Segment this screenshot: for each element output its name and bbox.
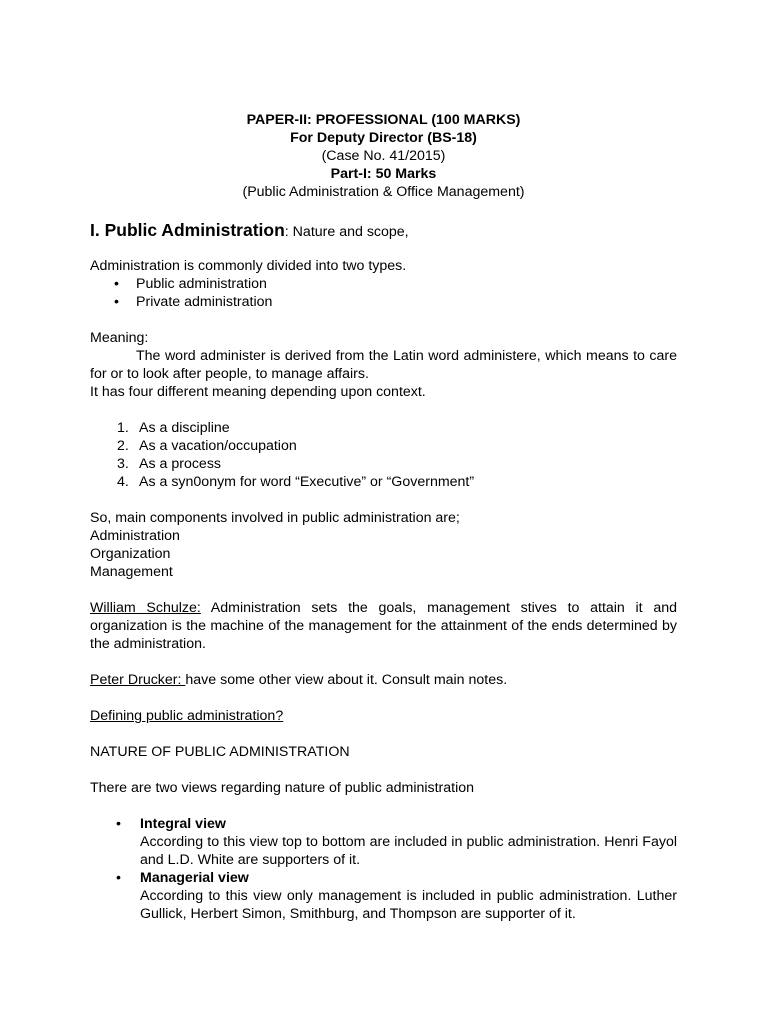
list-text: As a syn0onym for word “Executive” or “Government” xyxy=(139,474,475,490)
list-number: 3. xyxy=(117,456,129,472)
list-item: • Public administration xyxy=(90,275,677,293)
list-item xyxy=(90,419,677,437)
list-number: 2. xyxy=(117,438,129,454)
list-number: 4. xyxy=(117,474,129,490)
bullet-icon: • xyxy=(116,816,121,832)
schulze-text: Administration sets the goals, management stives to attain it and organization is the machine of the management for the attainment of the ends determined by the administration. xyxy=(90,600,677,652)
section-heading xyxy=(90,219,677,243)
list-item xyxy=(90,815,677,869)
view-title: Integral view xyxy=(140,816,226,832)
drucker-name: Peter Drucker: xyxy=(90,672,186,688)
list-text: As a process xyxy=(139,456,222,472)
view-title: Managerial view xyxy=(140,870,249,886)
view-text: According to this view top to bottom are included in public administration. Henri Fayol and L.D. White are supporters of it. xyxy=(140,834,677,868)
types-list xyxy=(90,275,677,311)
document-page xyxy=(90,111,677,923)
drucker-quote xyxy=(90,671,677,689)
meaning-context: It has four different meaning depending upon context. xyxy=(90,384,426,400)
list-item xyxy=(90,869,677,923)
paper-header xyxy=(90,111,677,201)
component-item: Organization xyxy=(90,546,171,562)
component-item: Administration xyxy=(90,528,180,544)
nature-intro: There are two views regarding nature of public administration xyxy=(90,780,475,796)
nature-heading: NATURE OF PUBLIC ADMINISTRATION xyxy=(90,744,350,760)
meaning-label: Meaning: xyxy=(90,330,149,346)
case-number: (Case No. 41/2015) xyxy=(321,148,446,164)
list-item xyxy=(90,473,677,491)
section-subtitle: : Nature and scope, xyxy=(284,224,409,240)
bullet-icon: • xyxy=(116,870,121,886)
defining-heading: Defining public administration? xyxy=(90,708,284,724)
part-marks: Part-I: 50 Marks xyxy=(330,166,437,182)
section-title: I. Public Administration xyxy=(90,220,285,240)
meaning-paragraph: The word administer is derived from the Latin word administere, which means to care for or to look after people, to manage affairs. xyxy=(90,348,677,382)
list-text: As a vacation/occupation xyxy=(139,438,297,454)
views-list xyxy=(90,815,677,923)
list-text: As a discipline xyxy=(139,420,230,436)
types-intro: Administration is commonly divided into two types. xyxy=(90,258,407,274)
meaning-list xyxy=(90,419,677,491)
list-item xyxy=(90,437,677,455)
paper-title: PAPER-II: PROFESSIONAL (100 MARKS) xyxy=(246,112,521,128)
list-item xyxy=(90,455,677,473)
part-subjects: (Public Administration & Office Management) xyxy=(242,184,525,200)
drucker-text: have some other view about it. Consult main notes. xyxy=(185,672,508,688)
view-text: According to this view only management is included in public administration. Luther Gullick, Herbert Simon, Smithburg, and Thompson are supporter of it. xyxy=(140,888,677,922)
list-number: 1. xyxy=(117,420,129,436)
schulze-quote xyxy=(90,599,677,653)
schulze-name: William Schulze: xyxy=(90,600,201,616)
component-item: Management xyxy=(90,564,173,580)
list-item: • Private administration xyxy=(90,293,677,311)
components-intro: So, main components involved in public administration are; xyxy=(90,510,460,526)
post-title: For Deputy Director (BS-18) xyxy=(290,130,477,146)
